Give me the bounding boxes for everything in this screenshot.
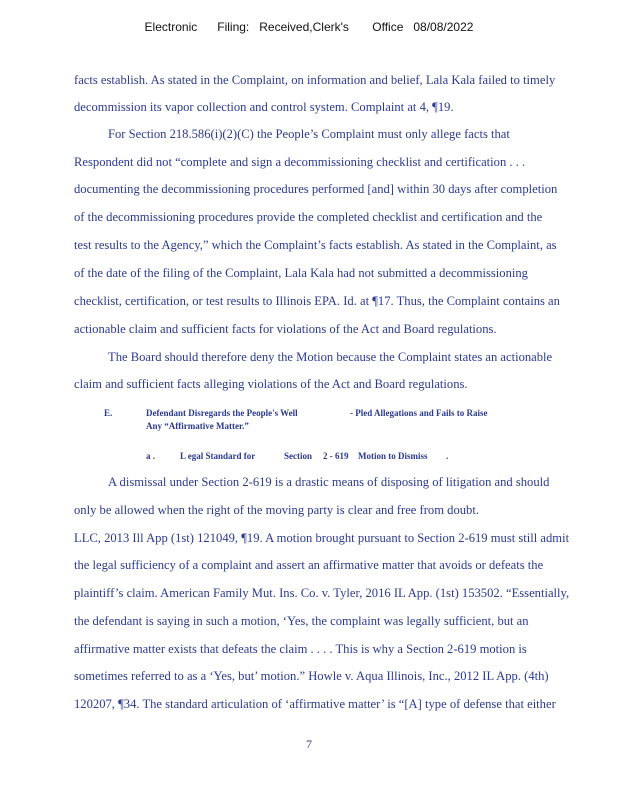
filing-stamp-header: Electronic Filing: Received,Clerk's Office 08/08/2022: [144, 20, 474, 34]
heading-a-title-part3: 2 - 619: [323, 451, 349, 461]
body-line: checklist, certification, or test results to Illinois EPA. Id. at ¶17. Thus, the Complaint contains an: [74, 294, 560, 308]
heading-e-title-part3: Any “Affirmative Matter.”: [146, 421, 249, 431]
body-line: the legal sufficiency of a complaint and assert an affirmative matter that avoids or defeats the: [74, 558, 544, 572]
body-line: 120207, ¶34. The standard articulation of ‘affirmative matter’ is “[A] type of defense that either: [74, 697, 556, 711]
body-line: sometimes referred to as a ‘Yes, but’ motion.” Howle v. Aqua Illinois, Inc., 2012 IL App. (4th): [74, 669, 549, 683]
body-line: actionable claim and sufficient facts for violations of the Act and Board regulations.: [74, 322, 497, 336]
body-line: A dismissal under Section 2-619 is a drastic means of disposing of litigation and should: [108, 475, 550, 489]
heading-a-title-part4: Motion to Dismiss: [358, 451, 428, 461]
heading-a-title-part5: .: [446, 451, 449, 461]
body-line: For Section 218.586(i)(2)(C) the People’s Complaint must only allege facts that: [108, 127, 510, 141]
body-line: the defendant is saying in such a motion, ‘Yes, the complaint was legally sufficient, but an: [74, 614, 529, 628]
heading-a-title-part2: Section: [284, 451, 312, 461]
body-line: LLC, 2013 Ill App (1st) 121049, ¶19. A motion brought pursuant to Section 2-619 must still admit: [74, 531, 570, 545]
body-line: The Board should therefore deny the Motion because the Complaint states an actionable: [108, 350, 553, 364]
body-line: of the date of the filing of the Complaint, Lala Kala had not submitted a decommissioning: [74, 266, 528, 280]
body-line: claim and sufficient facts alleging violations of the Act and Board regulations.: [74, 377, 468, 391]
body-line: test results to the Agency,” which the Complaint’s facts establish. As stated in the Complaint, as: [74, 238, 557, 252]
heading-a-title-part1: L egal Standard for: [180, 451, 256, 461]
heading-e-title-part2: - Pled Allegations and Fails to Raise: [350, 408, 488, 418]
body-line: decommission its vapor collection and control system. Complaint at 4, ¶19.: [74, 100, 454, 114]
heading-e-letter: E.: [104, 408, 113, 418]
page-number: 7: [306, 737, 312, 751]
body-line: documenting the decommissioning procedures performed [and] within 30 days after completion: [74, 182, 558, 196]
body-line: of the decommissioning procedures provide the completed checklist and certification and the: [74, 210, 543, 224]
heading-e-title-part1: Defendant Disregards the People's Well: [146, 408, 298, 418]
heading-a-letter: a .: [146, 451, 155, 461]
body-line: plaintiff’s claim. American Family Mut. Ins. Co. v. Tyler, 2016 IL App. (1st) 153502. “Essentially,: [74, 586, 570, 600]
body-line: only be allowed when the right of the moving party is clear and free from doubt.: [74, 503, 479, 517]
body-line: Respondent did not “complete and sign a decommissioning checklist and certification . . .: [74, 155, 526, 169]
body-line: facts establish. As stated in the Complaint, on information and belief, Lala Kala failed to timely: [74, 73, 556, 87]
body-line: affirmative matter exists that defeats the claim . . . . This is why a Section 2-619 motion is: [74, 642, 527, 656]
